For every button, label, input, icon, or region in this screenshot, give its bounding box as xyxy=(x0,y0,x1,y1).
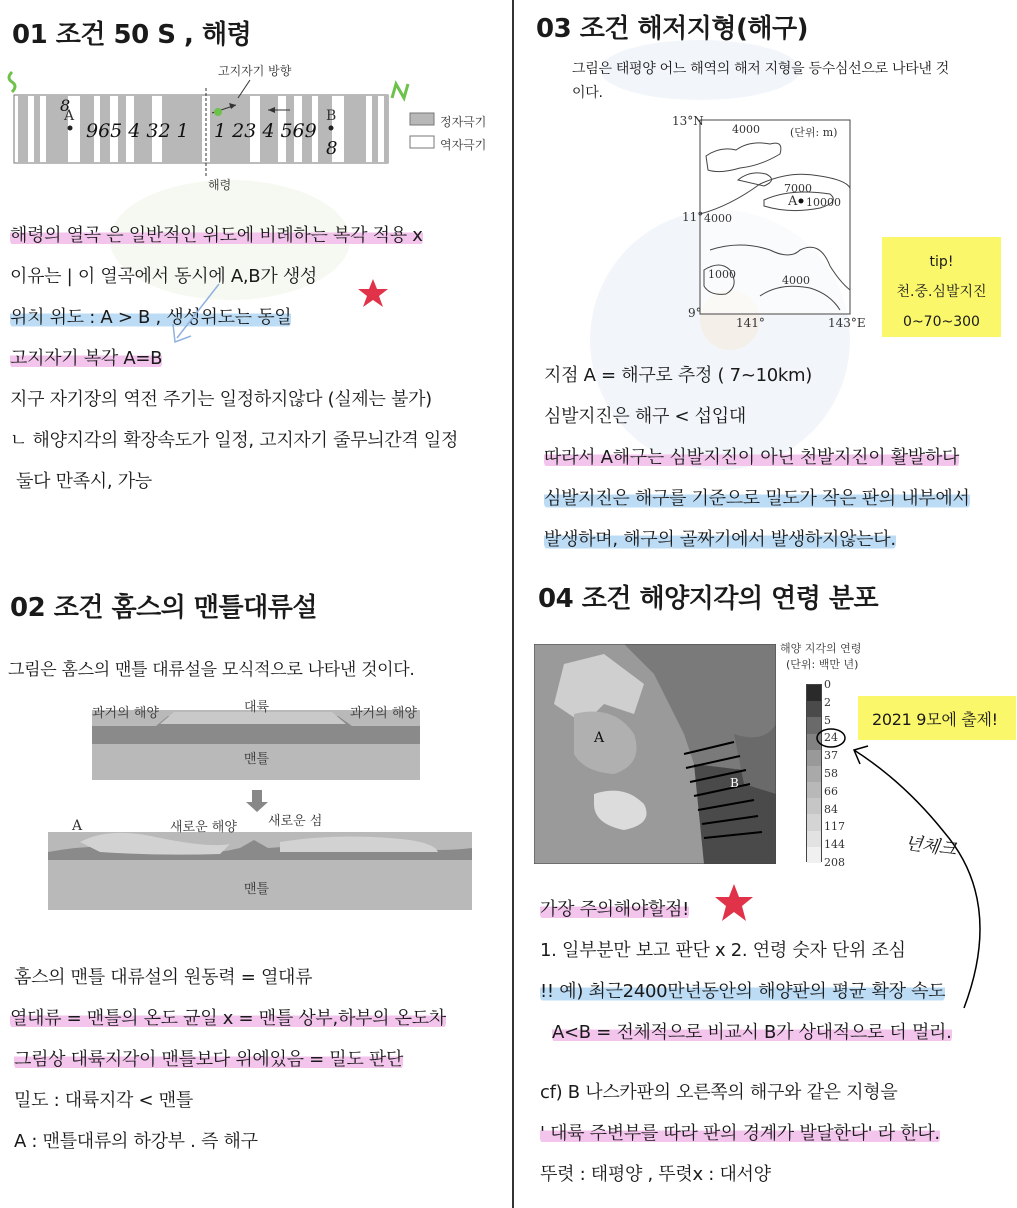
s01-line-2: 이유는 | 이 열곡에서 동시에 A,B가 생성 xyxy=(10,266,318,287)
callout-arrow-icon xyxy=(814,722,1004,1012)
s01-line-1: 해령의 열곡 은 일반적인 위도에 비례하는 복각 적용 x xyxy=(10,225,423,246)
legend-tick-label: 144 xyxy=(824,838,845,852)
legend-tick-label: 37 xyxy=(824,749,838,763)
legend-tick-label: 66 xyxy=(824,784,838,798)
lon-143e-label: 143°E xyxy=(828,316,866,330)
lat-11-label: 11° xyxy=(682,210,704,224)
pointer-arrow-icon xyxy=(165,280,225,350)
s01-line-3: 위치 위도 : A > B , 생성위도는 동일 xyxy=(10,307,292,328)
depth-10000-label: 10000 xyxy=(806,196,841,209)
depth-7000-label: 7000 xyxy=(784,182,812,195)
point-a-label: A xyxy=(64,108,75,124)
legend-swatch xyxy=(807,701,821,717)
past-ocean-right-label: 과거의 해양 xyxy=(350,706,417,721)
legend-normal-label: 정자극기 xyxy=(440,115,487,129)
tip-note-box xyxy=(882,237,1001,337)
legend-tick-label: 24 xyxy=(824,731,838,745)
red-star-icon xyxy=(712,882,756,924)
depth-4000-left-label: 4000 xyxy=(704,212,732,225)
legend-tick-label: 84 xyxy=(824,802,838,816)
tip-line-3: 0~70~300 xyxy=(903,314,980,330)
handwritten-b-mark: 8 xyxy=(326,138,338,159)
continent-label: 대륙 xyxy=(244,700,270,715)
s01-line-6: ㄴ 해양지각의 확장속도가 일정, 고지자기 줄무늬간격 일정 xyxy=(10,430,459,451)
point-a-label: A xyxy=(72,818,83,834)
s04-line-6: ' 대륙 주변부를 따라 판의 경계가 발달한다' 라 한다. xyxy=(540,1123,940,1144)
section-01-title: 01 조건 50 S , 해령 xyxy=(12,20,252,50)
section-04-title: 04 조건 해양지각의 연령 분포 xyxy=(538,584,879,614)
tip-line-2: 천.중.심발지진 xyxy=(896,284,987,300)
age-legend-title-1: 해양 지각의 연령 xyxy=(780,642,862,655)
s04-line-5: cf) B 나스카판의 오른쪽의 해구와 같은 지형을 xyxy=(540,1082,898,1103)
handwritten-note: 년체크 xyxy=(903,832,958,861)
map-point-b-label: B xyxy=(730,776,739,790)
legend-tick-label: 2 xyxy=(824,695,831,709)
s03-line-1: 지점 A = 해구로 추정 ( 7~10km) xyxy=(544,365,812,386)
handwritten-n-mark xyxy=(392,84,393,85)
mantle-bottom-label: 맨틀 xyxy=(244,882,270,897)
s04-line-3: !! 예) 최근2400만년동안의 해양판의 평균 확장 속도 xyxy=(540,981,946,1002)
depth-4000-bottom-label: 4000 xyxy=(782,274,810,287)
legend-tick-label: 0 xyxy=(824,678,831,691)
handwritten-s-mark xyxy=(2,84,3,85)
tip-line-1: tip! xyxy=(929,254,954,270)
exam-callout-text: 2021 9모에 출제! xyxy=(872,710,998,729)
s04-line-4: A<B = 전체적으로 비교시 B가 상대적으로 더 멀리. xyxy=(552,1022,952,1043)
s03-line-2: 심발지진은 해구 < 섭입대 xyxy=(544,406,746,427)
s02-line-4: 밀도 : 대륙지각 < 맨틀 xyxy=(14,1090,193,1111)
handwritten-left-numbers: 965 4 32 1 xyxy=(86,120,189,142)
s04-line-2: 1. 일부분만 보고 판단 x 2. 연령 숫자 단위 조심 xyxy=(540,940,906,961)
s01-line-4: 고지자기 복각 A=B xyxy=(10,348,163,369)
depth-4000-top-label: 4000 xyxy=(732,123,760,136)
section-02-title: 02 조건 홈스의 맨틀대류설 xyxy=(10,593,317,623)
trench-point-a-label: A xyxy=(788,194,798,209)
lat-13n-label: 13°N xyxy=(672,114,704,128)
age-legend-title-2: (단위: 백만 년) xyxy=(786,658,859,671)
s03-line-3: 따라서 A해구는 심발지진이 아닌 천발지진이 활발하다 xyxy=(544,447,960,468)
map-point-a-label: A xyxy=(594,730,605,746)
legend-swatch xyxy=(807,685,821,701)
s03-line-5: 발생하며, 해구의 골짜기에서 발생하지않는다. xyxy=(544,529,896,550)
age-map-svg xyxy=(534,644,776,864)
new-island-label: 새로운 섬 xyxy=(268,814,323,829)
legend-tick-label: 5 xyxy=(824,713,831,727)
s03-intro-1: 그림은 태평양 어느 해역의 해저 지형을 등수심선으로 나타낸 것 xyxy=(572,61,950,77)
lon-141-label: 141° xyxy=(736,316,765,330)
legend-tick-label: 208 xyxy=(824,856,845,869)
legend-tick-label: 58 xyxy=(824,767,838,780)
mantle-convection-figure xyxy=(40,692,480,917)
s02-line-5: A : 맨틀대류의 하강부 . 즉 해구 xyxy=(14,1131,258,1152)
legend-reverse-label: 역자극기 xyxy=(440,138,487,152)
depth-1000-label: 1000 xyxy=(708,268,736,281)
ocean-crust-age-map xyxy=(534,644,776,864)
s02-line-2: 열대류 = 맨틀의 온도 균일 x = 맨틀 상부,하부의 온도차 xyxy=(10,1008,446,1029)
column-divider xyxy=(512,0,514,1208)
section-03-title: 03 조건 해저지형(해구) xyxy=(536,14,808,44)
s04-line-7: 뚜렷 : 태평양 , 뚜렷x : 대서양 xyxy=(540,1164,771,1185)
handwritten-right-numbers: 1 23 4 569 xyxy=(214,120,317,142)
point-b-label: B xyxy=(326,108,337,124)
paleomagnetic-direction-label: 고지자기 방향 xyxy=(218,64,292,78)
lat-9-label: 9° xyxy=(688,306,702,320)
past-ocean-left-label: 과거의 해양 xyxy=(92,706,159,721)
red-star-icon xyxy=(356,277,390,309)
s03-line-4: 심발지진은 해구를 기준으로 밀도가 작은 판의 내부에서 xyxy=(544,488,970,509)
magnetic-stripe-figure xyxy=(0,58,505,198)
mantle-top-label: 맨틀 xyxy=(244,752,270,767)
s02-line-3: 그림상 대륙지각이 맨틀보다 위에있음 = 밀도 판단 xyxy=(14,1049,404,1070)
unit-label: (단위: m) xyxy=(790,126,838,139)
s01-line-5: 지구 자기장의 역전 주기는 일정하지않다 (실제는 불가) xyxy=(10,389,432,410)
s02-line-1: 홈스의 맨틀 대류설의 원동력 = 열대류 xyxy=(14,967,313,988)
s04-line-1: 가장 주의해야할점! xyxy=(540,899,690,920)
s03-intro-2: 이다. xyxy=(572,85,603,101)
ridge-label: 해령 xyxy=(208,178,232,192)
new-ocean-label: 새로운 해양 xyxy=(170,820,237,835)
legend-tick-label: 117 xyxy=(824,820,845,834)
handwritten-a-mark: 8 xyxy=(60,96,71,115)
bathymetry-map xyxy=(660,110,870,335)
s01-line-7: 둘다 만족시, 가능 xyxy=(16,471,152,492)
s02-intro: 그림은 홈스의 맨틀 대류설을 모식적으로 나타낸 것이다. xyxy=(8,660,415,680)
